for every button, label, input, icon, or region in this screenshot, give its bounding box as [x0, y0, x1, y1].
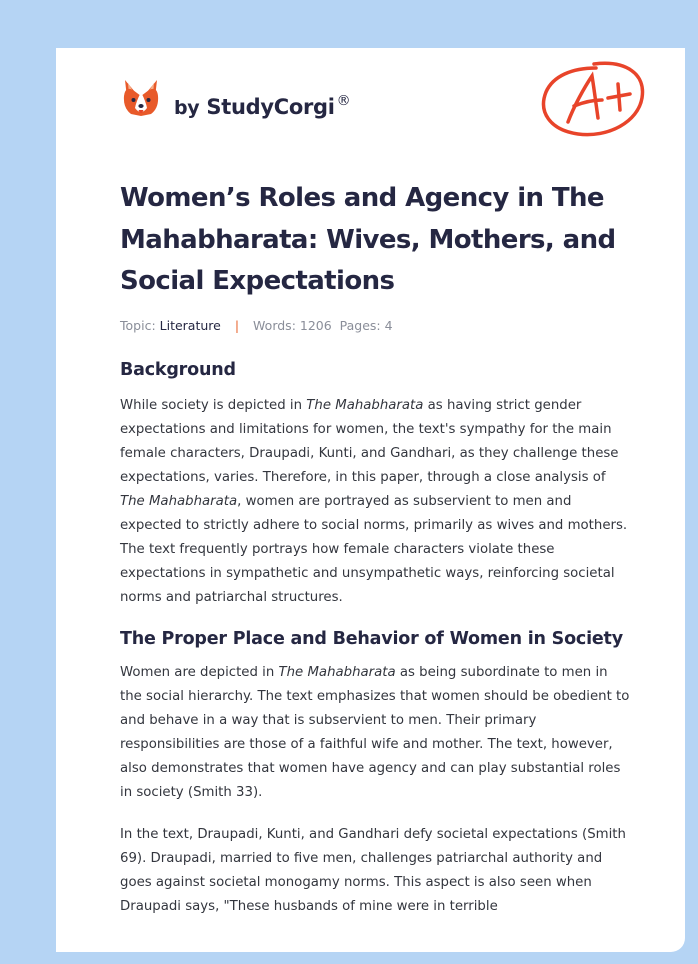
- a-plus-grade-icon: [538, 58, 648, 140]
- article: [120, 178, 630, 919]
- topic-label: Topic:: [120, 317, 156, 333]
- corgi-logo-icon[interactable]: [121, 76, 161, 120]
- registered-mark: ®: [336, 93, 351, 109]
- brand-studycorgi: StudyCorgi: [206, 95, 335, 119]
- header: [56, 48, 685, 168]
- brand-name[interactable]: [174, 95, 350, 119]
- section-heading-background: Background: [120, 359, 236, 380]
- article-title: Women’s Roles and Agency in The Mahabharata: Wives, Mothers, and Social Expectations: [120, 183, 616, 296]
- paragraph-2: Women are depicted in The Mahabharata as being subordinate to men in the social hierarchy. The text emphasizes that women should be obedient to and behave in a way that is subservient to men. Their primary responsibilities are those of a faithful wife and mother. The text, however, also demonstrates that women have agency and can play substantial roles in society (Smith 33).: [120, 664, 630, 800]
- brand-by: by: [174, 97, 200, 119]
- words-value: 1206: [299, 317, 332, 333]
- paragraph-1: While society is depicted in The Mahabharata as having strict gender expectations and limitations for women, the text's sympathy for the main female characters, Draupadi, Kunti, and Gandhari, as they challenge these expectations, varies. Therefore, in this paper, through a close analysis of The Mahabharata, women are portrayed as subservient to men and expected to strictly adhere to social norms, primarily as wives and mothers. The text frequently portrays how female characters violate these expectations in sympathetic and unsympathetic ways, reinforcing societal norms and patriarchal structures.: [120, 397, 628, 605]
- paragraph-3: In the text, Draupadi, Kunti, and Gandhari defy societal expectations (Smith 69). Draupadi, married to five men, challenges patriarchal authority and goes against societal monogamy norms. This aspect is also seen when Draupadi says, "These husbands of mine were in terrible: [120, 826, 626, 914]
- topic-link[interactable]: Literature: [159, 317, 221, 333]
- article-meta: [120, 318, 630, 333]
- section-heading-proper-place: The Proper Place and Behavior of Women in Society: [120, 628, 623, 649]
- words-label: Words:: [253, 317, 296, 333]
- pages-label: Pages:: [339, 317, 381, 333]
- pages-value: 4: [384, 317, 393, 333]
- document-card: [56, 48, 685, 952]
- meta-separator: |: [234, 317, 240, 333]
